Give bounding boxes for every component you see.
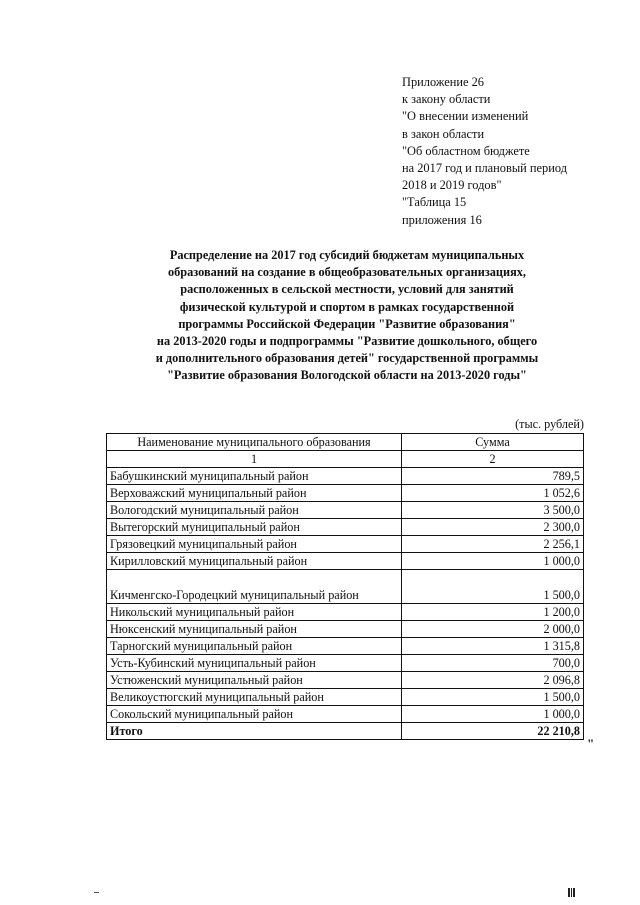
district-sum: 1 000,0 bbox=[402, 706, 584, 723]
district-sum: 2 000,0 bbox=[402, 621, 584, 638]
table-numbering-row bbox=[107, 451, 584, 468]
scan-mark bbox=[94, 892, 99, 895]
table-row bbox=[107, 553, 584, 570]
district-sum: 1 500,0 bbox=[402, 570, 584, 604]
header-sum: Сумма bbox=[402, 434, 584, 451]
district-sum: 1 000,0 bbox=[402, 553, 584, 570]
district-name: Верховажский муниципальный район bbox=[107, 485, 402, 502]
district-sum: 2 256,1 bbox=[402, 536, 584, 553]
title-line: "Развитие образования Вологодской области на 2013-2020 годы" bbox=[167, 368, 527, 383]
appendix-line: Приложение 26 bbox=[402, 75, 484, 89]
title-line: и дополнительного образования детей" государственной программы bbox=[155, 351, 539, 366]
district-name: Грязовецкий муниципальный район bbox=[107, 536, 402, 553]
district-sum: 1 500,0 bbox=[402, 689, 584, 706]
appendix-line: "О внесении изменений bbox=[402, 109, 529, 124]
district-name: Нюксенский муниципальный район bbox=[107, 621, 402, 638]
district-name: Кичменгско-Городецкий муниципальный район bbox=[107, 570, 402, 604]
district-sum: 1 052,6 bbox=[402, 485, 584, 502]
district-sum: 2 300,0 bbox=[402, 519, 584, 536]
barcode-mark bbox=[568, 888, 576, 897]
unit-label: (тыс. рублей) bbox=[515, 417, 584, 431]
district-sum: 1 200,0 bbox=[402, 604, 584, 621]
district-name: Тарногский муниципальный район bbox=[107, 638, 402, 655]
title-line: программы Российской Федерации "Развитие образования" bbox=[178, 316, 516, 331]
table-row bbox=[107, 502, 584, 519]
title-line: расположенных в сельской местности, условий для занятий bbox=[180, 282, 514, 297]
district-sum: 3 500,0 bbox=[402, 502, 584, 519]
appendix-line: к закону области bbox=[402, 92, 491, 107]
table-row bbox=[107, 689, 584, 706]
table-row bbox=[107, 655, 584, 672]
column-number: 2 bbox=[402, 451, 584, 468]
table-row bbox=[107, 638, 584, 655]
district-sum: 700,0 bbox=[402, 655, 584, 672]
district-name: Усть-Кубинский муниципальный район bbox=[107, 655, 402, 672]
table-row bbox=[107, 485, 584, 502]
table-row bbox=[107, 621, 584, 638]
header-name: Наименование муниципального образования bbox=[107, 434, 402, 451]
appendix-line: на 2017 год и плановый период bbox=[402, 161, 567, 176]
table-header-row bbox=[107, 434, 584, 451]
district-name: Никольский муниципальный район bbox=[107, 604, 402, 621]
district-sum: 1 315,8 bbox=[402, 638, 584, 655]
document-title bbox=[120, 247, 574, 385]
table-row bbox=[107, 468, 584, 485]
district-name: Сокольский муниципальный район bbox=[107, 706, 402, 723]
district-sum: 789,5 bbox=[402, 468, 584, 485]
table-row bbox=[107, 672, 584, 689]
appendix-line: приложения 16 bbox=[402, 212, 482, 227]
table-row bbox=[107, 536, 584, 553]
appendix-header bbox=[402, 74, 627, 229]
appendix-line: "Об областном бюджете bbox=[402, 143, 530, 158]
title-line: физической культурой и спортом в рамках государственной bbox=[179, 299, 515, 314]
table-row bbox=[107, 570, 584, 604]
district-name: Устюженский муниципальный район bbox=[107, 672, 402, 689]
table-row bbox=[107, 519, 584, 536]
total-sum: 22 210,8 bbox=[402, 723, 584, 740]
table-total-row bbox=[107, 723, 584, 740]
district-name: Вологодский муниципальный район bbox=[107, 502, 402, 519]
closing-quote: " bbox=[587, 736, 595, 751]
title-line: образований на создание в общеобразовательных организациях, bbox=[168, 265, 526, 280]
appendix-line: 2018 и 2019 годов" bbox=[402, 178, 502, 193]
appendix-line: в закон области bbox=[402, 126, 485, 141]
title-line: Распределение на 2017 год субсидий бюджетам муниципальных bbox=[169, 248, 525, 262]
total-label: Итого bbox=[107, 723, 402, 740]
district-sum: 2 096,8 bbox=[402, 672, 584, 689]
table-row bbox=[107, 706, 584, 723]
district-name: Великоустюгский муниципальный район bbox=[107, 689, 402, 706]
district-name: Бабушкинский муниципальный район bbox=[107, 468, 402, 485]
district-name: Вытегорский муниципальный район bbox=[107, 519, 402, 536]
district-name: Кирилловский муниципальный район bbox=[107, 553, 402, 570]
appendix-line: "Таблица 15 bbox=[402, 195, 467, 210]
subsidy-table bbox=[106, 433, 584, 740]
column-number: 1 bbox=[107, 451, 402, 468]
table-row bbox=[107, 604, 584, 621]
title-line: на 2013-2020 годы и подпрограммы "Развитие дошкольного, общего bbox=[156, 334, 538, 349]
